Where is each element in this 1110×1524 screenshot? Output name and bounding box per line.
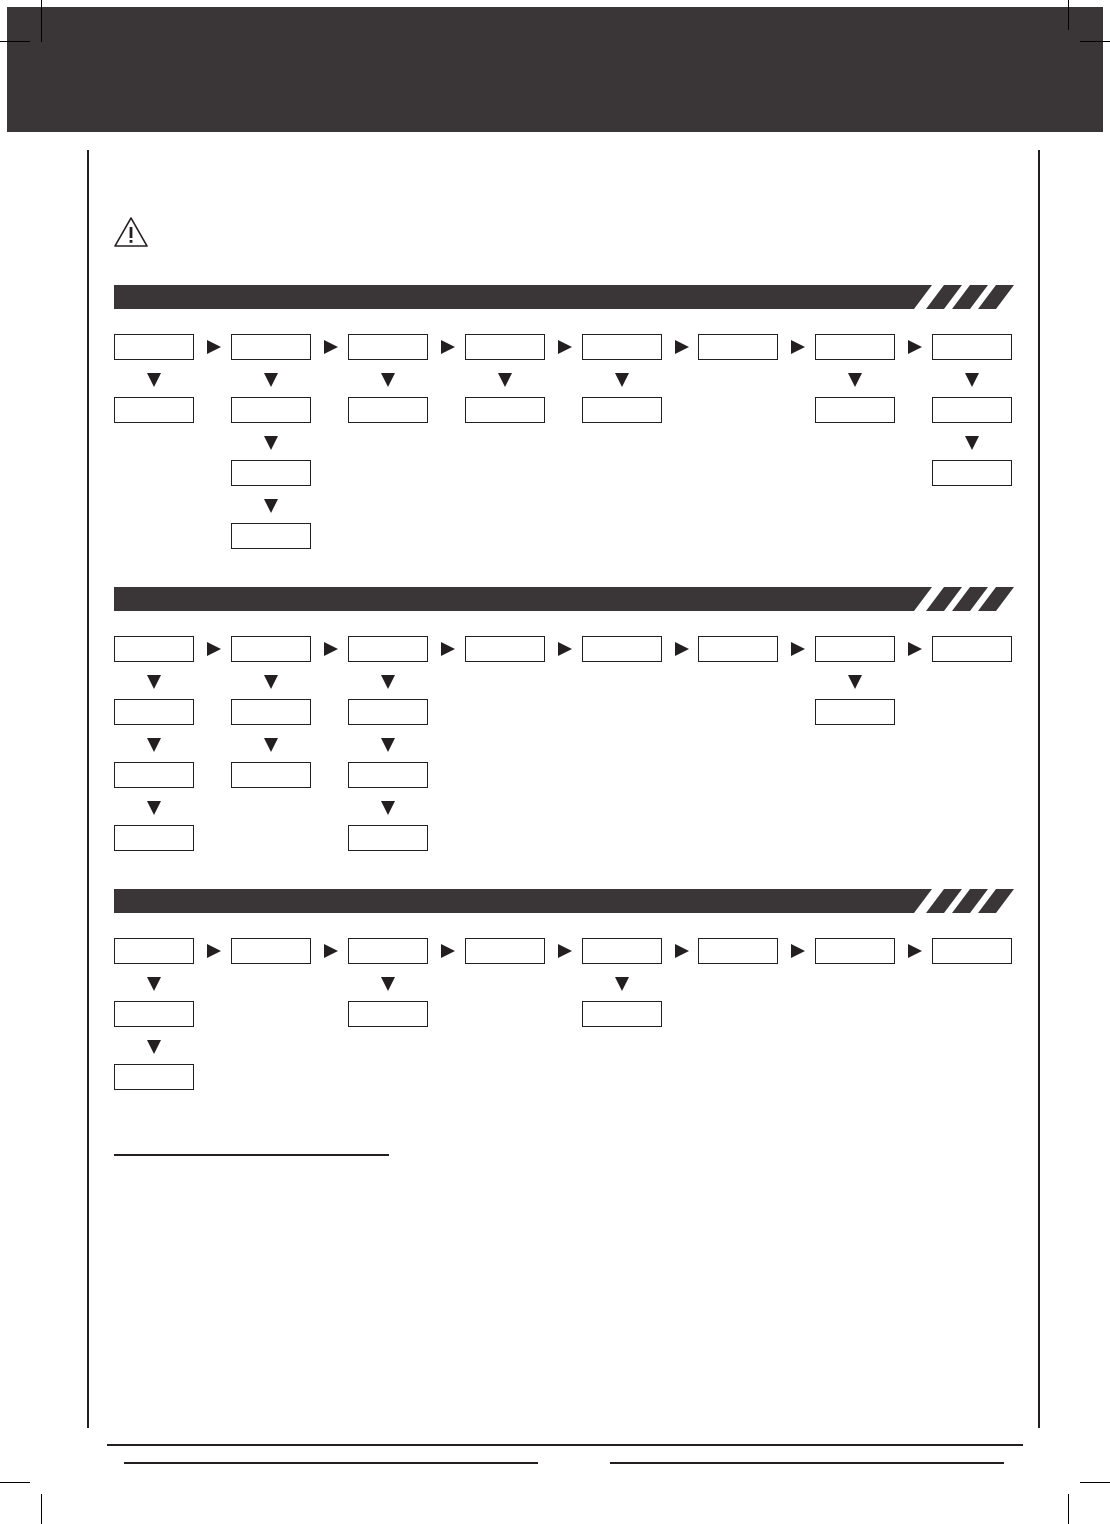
flow-box	[582, 1001, 662, 1027]
flow-box	[114, 636, 194, 662]
arrow-right-icon	[324, 944, 338, 958]
arrow-down-icon	[264, 373, 278, 387]
arrow-right-icon	[207, 642, 221, 656]
flow-box	[114, 1001, 194, 1027]
arrow-right-icon	[675, 944, 689, 958]
flow-box	[932, 938, 1012, 964]
arrow-down-icon	[381, 373, 395, 387]
arrow-down-icon	[381, 801, 395, 815]
flow-box	[698, 636, 778, 662]
crop-mark	[1068, 0, 1069, 30]
flow-box	[231, 460, 311, 486]
arrow-down-icon	[264, 499, 278, 513]
arrow-right-icon	[324, 642, 338, 656]
arrow-right-icon	[791, 944, 805, 958]
flow-box	[114, 699, 194, 725]
flow-box	[465, 938, 545, 964]
flow-box	[114, 1064, 194, 1090]
flow-box	[231, 699, 311, 725]
arrow-down-icon	[848, 675, 862, 689]
flow-box	[231, 938, 311, 964]
flow-box	[582, 938, 662, 964]
flow-box	[932, 397, 1012, 423]
arrow-down-icon	[264, 675, 278, 689]
arrow-down-icon	[498, 373, 512, 387]
flow-box	[698, 334, 778, 360]
flow-box	[114, 825, 194, 851]
arrow-down-icon	[381, 977, 395, 991]
flow-box	[348, 825, 428, 851]
arrow-right-icon	[441, 642, 455, 656]
arrow-down-icon	[848, 373, 862, 387]
flow-box	[114, 762, 194, 788]
arrow-down-icon	[615, 373, 629, 387]
arrow-right-icon	[558, 642, 572, 656]
header-band	[7, 7, 1103, 132]
flow-box	[815, 938, 895, 964]
arrow-down-icon	[381, 675, 395, 689]
footnote-underline	[114, 1154, 389, 1156]
flow-box	[465, 334, 545, 360]
arrow-down-icon	[965, 373, 979, 387]
right-margin-line	[1038, 150, 1040, 1428]
arrow-down-icon	[615, 977, 629, 991]
arrow-down-icon	[147, 373, 161, 387]
flow-box	[114, 397, 194, 423]
crop-mark	[1068, 1494, 1069, 1524]
arrow-down-icon	[147, 1040, 161, 1054]
crop-mark	[0, 1482, 30, 1483]
arrow-down-icon	[264, 436, 278, 450]
flow-box	[815, 699, 895, 725]
flow-box	[114, 334, 194, 360]
crop-mark	[1080, 1482, 1110, 1483]
left-margin-line	[87, 150, 89, 1428]
crop-mark	[41, 1494, 42, 1524]
flow-box	[348, 397, 428, 423]
arrow-right-icon	[675, 340, 689, 354]
crop-mark	[1080, 41, 1110, 42]
arrow-right-icon	[441, 944, 455, 958]
flow-box	[114, 938, 194, 964]
flow-box	[465, 397, 545, 423]
arrow-down-icon	[147, 675, 161, 689]
flow-box	[815, 334, 895, 360]
section-bar	[114, 587, 1014, 611]
arrow-right-icon	[791, 340, 805, 354]
flow-box	[582, 636, 662, 662]
flow-box	[698, 938, 778, 964]
flow-box	[348, 334, 428, 360]
flow-box	[231, 762, 311, 788]
arrow-right-icon	[791, 642, 805, 656]
flow-box	[815, 397, 895, 423]
flow-box	[465, 636, 545, 662]
flow-box	[348, 699, 428, 725]
arrow-right-icon	[324, 340, 338, 354]
flow-box	[932, 460, 1012, 486]
flow-box	[348, 938, 428, 964]
warning-triangle-icon	[112, 215, 150, 254]
arrow-right-icon	[441, 340, 455, 354]
flow-box	[231, 523, 311, 549]
flow-box	[231, 636, 311, 662]
section-bar	[114, 889, 1014, 913]
crop-mark	[0, 41, 30, 42]
footer-rule	[107, 1444, 1023, 1446]
flow-box	[231, 397, 311, 423]
flow-box	[582, 397, 662, 423]
arrow-down-icon	[147, 801, 161, 815]
flow-box	[932, 636, 1012, 662]
arrow-right-icon	[908, 340, 922, 354]
crop-mark	[41, 0, 42, 42]
arrow-right-icon	[675, 642, 689, 656]
arrow-down-icon	[147, 738, 161, 752]
flow-box	[231, 334, 311, 360]
arrow-down-icon	[381, 738, 395, 752]
arrow-down-icon	[147, 977, 161, 991]
footer-rule-left	[124, 1462, 538, 1464]
footer-rule-right	[610, 1462, 1004, 1464]
flow-box	[348, 1001, 428, 1027]
flow-box	[582, 334, 662, 360]
arrow-down-icon	[264, 738, 278, 752]
arrow-right-icon	[207, 340, 221, 354]
flow-box	[348, 636, 428, 662]
flow-box	[932, 334, 1012, 360]
arrow-right-icon	[908, 944, 922, 958]
arrow-right-icon	[207, 944, 221, 958]
arrow-right-icon	[558, 944, 572, 958]
flow-box	[348, 762, 428, 788]
arrow-down-icon	[965, 436, 979, 450]
flow-box	[815, 636, 895, 662]
section-bar	[114, 285, 1014, 309]
arrow-right-icon	[908, 642, 922, 656]
arrow-right-icon	[558, 340, 572, 354]
